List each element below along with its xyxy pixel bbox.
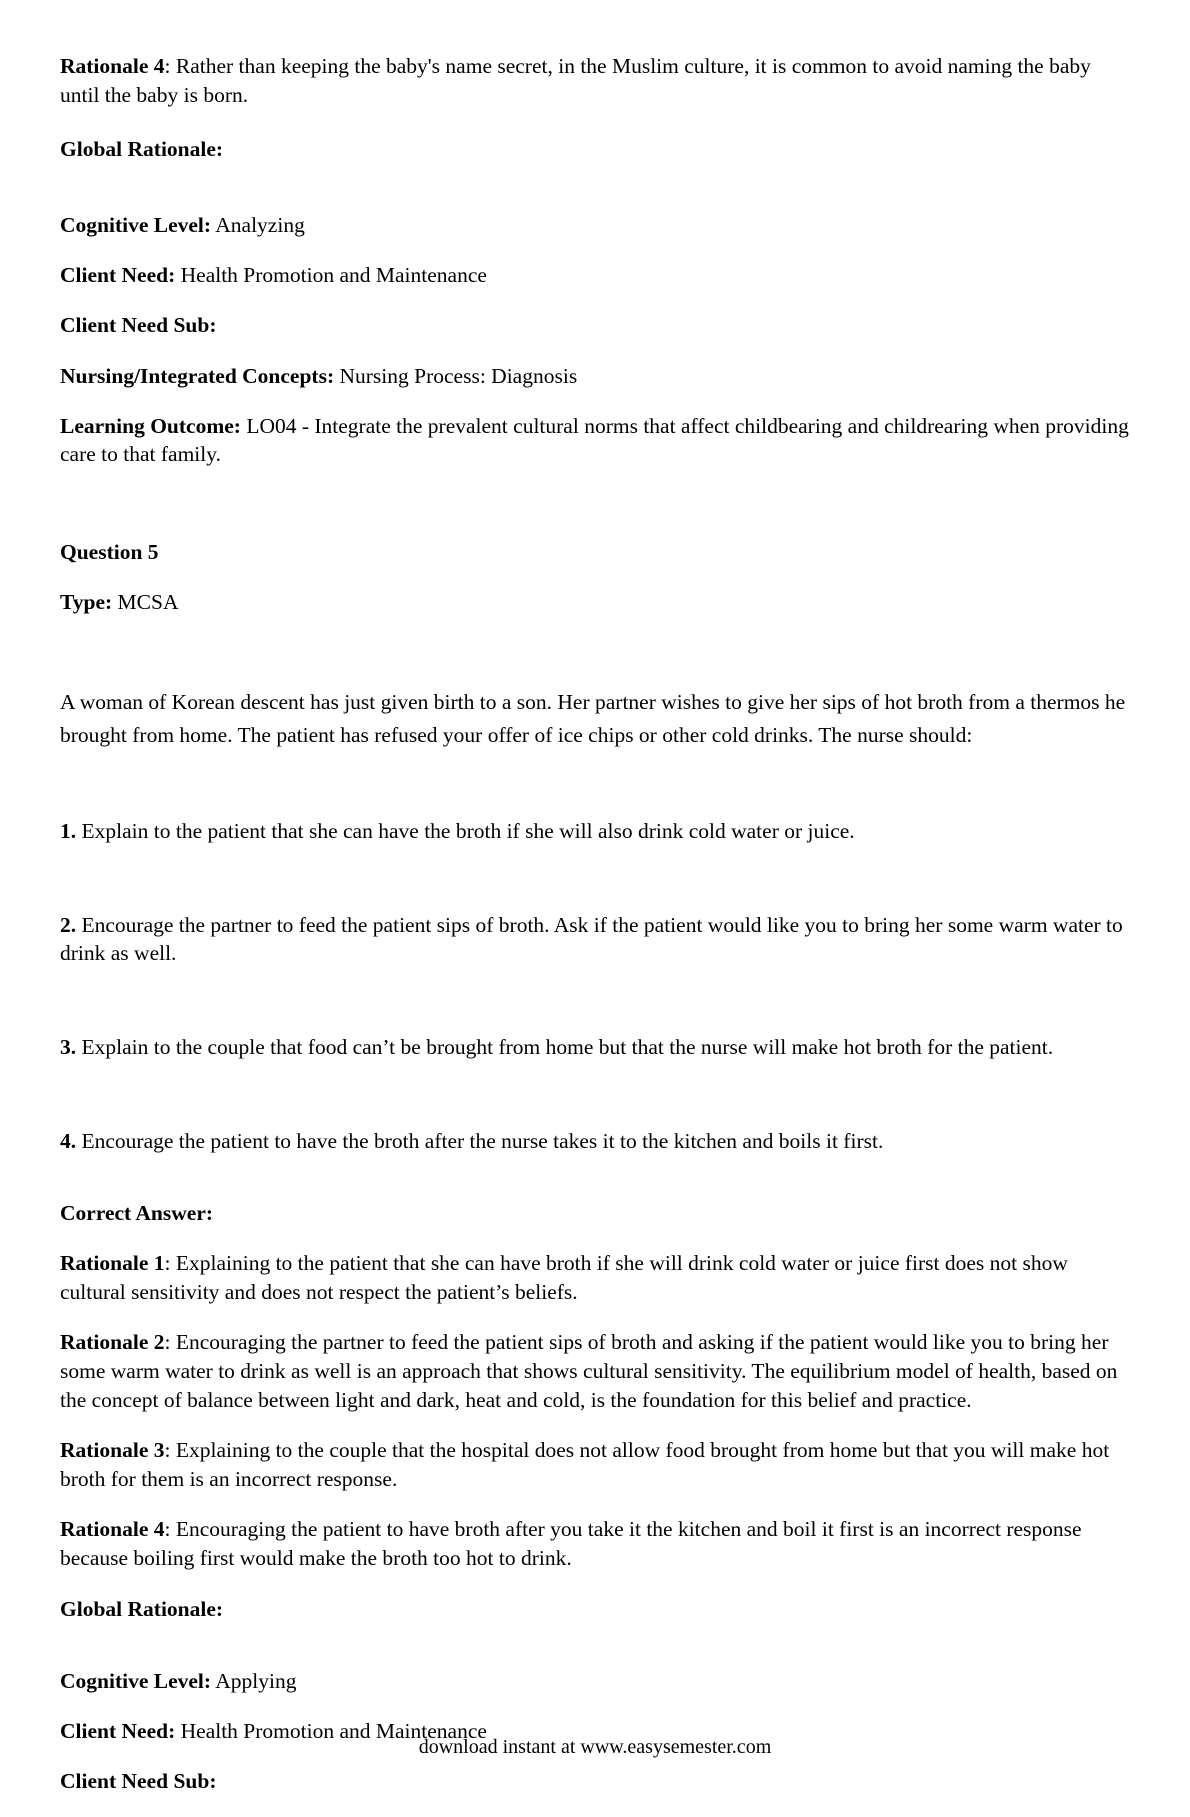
global-rationale-heading-1: [60, 135, 1130, 164]
meta-cognitive-level-2: [60, 1667, 1130, 1696]
meta-value: LO04 - Integrate the prevalent cultural norms that affect childbearing and childrearing when providing care to that family.: [60, 413, 1129, 467]
rationale-text: : Encouraging the patient to have broth after you take it the kitchen and boil it first is an incorrect response because boiling first would make the broth too hot to drink.: [60, 1517, 1082, 1570]
meta-cognitive-level-1: [60, 211, 1130, 240]
question-number: Question 5: [60, 539, 159, 564]
rationale-label: Rationale 4: [60, 1517, 165, 1542]
meta-label: Cognitive Level:: [60, 213, 212, 238]
meta-client-need-1: [60, 261, 1130, 290]
option-4: [60, 1127, 1130, 1156]
option-3: [60, 1033, 1130, 1062]
correct-answer-label: Correct Answer:: [60, 1200, 214, 1225]
global-rationale-heading-1-label: Global Rationale:: [60, 137, 224, 162]
option-text: Explain to the couple that food can’t be brought from home but that the nurse will make hot broth for the patient.: [76, 1034, 1054, 1059]
meta-label: Nursing/Integrated Concepts:: [60, 363, 335, 388]
meta-value: Health Promotion and Maintenance: [175, 1718, 487, 1743]
rationale-4-top-text: : Rather than keeping the baby's name secret, in the Muslim culture, it is common to avoid naming the baby until the baby is born.: [60, 54, 1091, 107]
question-type-value: MCSA: [112, 589, 179, 614]
rationale-label: Rationale 1: [60, 1251, 165, 1276]
question-stem: A woman of Korean descent has just given birth to a son. Her partner wishes to give her sips of hot broth from a thermos he brought from home. The patient has refused your offer of ice chips or other cold drinks. The nurse should:: [60, 689, 1126, 747]
meta-label: Client Need:: [60, 263, 176, 288]
meta-value: Health Promotion and Maintenance: [175, 263, 487, 288]
rationale-text: : Explaining to the patient that she can have broth if she will drink cold water or juice first does not show cultural sensitivity and does not respect the patient’s beliefs.: [60, 1251, 1068, 1304]
question-type-label: Type:: [60, 589, 113, 614]
option-number: 2.: [60, 912, 77, 937]
option-text: Explain to the patient that she can have the broth if she will also drink cold water or juice.: [76, 819, 855, 844]
question-type: [60, 588, 1130, 617]
meta-label: Client Need:: [60, 1718, 176, 1743]
option-text: Encourage the partner to feed the patient sips of broth. Ask if the patient would like you to bring her some warm water to drink as well.: [60, 912, 1123, 966]
rationale-text: : Encouraging the partner to feed the patient sips of broth and asking if the patient would like you to bring her some warm water to drink as well is an approach that shows cultural sensitivity. The equilibrium model of health, based on the concept of balance between light and dark, heat and cold, is the foundation for this belief and practice.: [60, 1330, 1118, 1412]
correct-answer-heading: [60, 1199, 1130, 1228]
option-2: [60, 911, 1130, 968]
meta-nursing-concepts-1: [60, 362, 1130, 391]
meta-label: Cognitive Level:: [60, 1668, 212, 1693]
rationale-4: [60, 1515, 1130, 1572]
meta-client-need-sub-2: [60, 1767, 1130, 1796]
option-text: Encourage the patient to have the broth after the nurse takes it to the kitchen and boils it first.: [76, 1128, 884, 1153]
global-rationale-heading-2: [60, 1595, 1130, 1624]
option-number: 1.: [60, 819, 77, 844]
meta-label: Client Need Sub:: [60, 313, 217, 338]
meta-value: Applying: [211, 1668, 297, 1693]
rationale-text: : Explaining to the couple that the hospital does not allow food brought from home but that you will make hot broth for them is an incorrect response.: [60, 1438, 1110, 1491]
rationale-4-top-label: Rationale 4: [60, 54, 165, 78]
meta-value: Nursing Process: Diagnosis: [334, 363, 578, 388]
global-rationale-heading-2-label: Global Rationale:: [60, 1596, 224, 1621]
rationale-3: [60, 1436, 1130, 1493]
rationale-2: [60, 1328, 1130, 1414]
meta-client-need-sub-1: [60, 311, 1130, 340]
rationale-label: Rationale 3: [60, 1438, 165, 1463]
page-footer: download instant at www.easysemester.com: [418, 1736, 772, 1759]
rationale-label: Rationale 2: [60, 1330, 165, 1355]
meta-label: Client Need Sub:: [60, 1768, 217, 1793]
rationale-1: [60, 1249, 1130, 1306]
option-number: 3.: [60, 1034, 77, 1059]
meta-learning-outcome-1: [60, 412, 1130, 469]
option-1: [60, 817, 1130, 846]
rationale-4-top: [60, 52, 1130, 109]
meta-label: Learning Outcome:: [60, 413, 241, 438]
option-number: 4.: [60, 1128, 77, 1153]
meta-value: Analyzing: [211, 213, 305, 238]
